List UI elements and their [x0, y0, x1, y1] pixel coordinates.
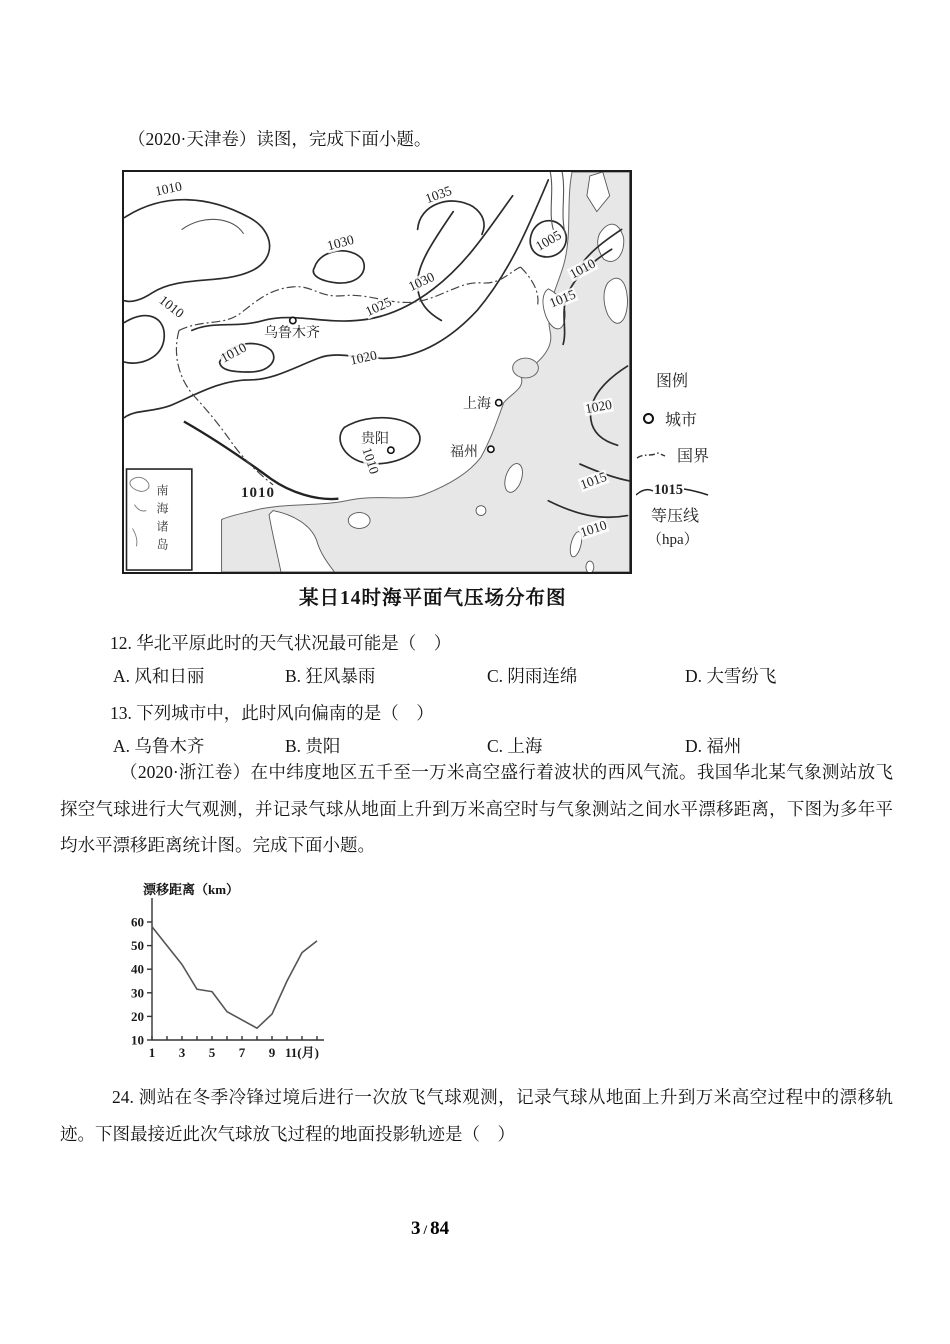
isobar-label: 1010	[217, 339, 249, 366]
intro-zhejiang-text: （2020·浙江卷）在中纬度地区五千至一万米高空盛行着波状的西风气流。我国华北某气象测站放飞探空气球进行大气观测，并记录气球从地面上升到万米高空时与气象测站之间水平漂移距离，下图为多年平均水平漂移距离统计图。完成下面小题。	[60, 762, 893, 855]
city-label-urumqi: 乌鲁木齐	[264, 326, 320, 341]
isobar-label: 1010	[156, 292, 187, 321]
legend-city-label: 城市	[665, 412, 698, 429]
legend-item-border	[636, 443, 756, 466]
svg-text:30: 30	[131, 985, 144, 1001]
isobar-label: 1005	[532, 227, 564, 254]
pressure-map-figure	[122, 170, 632, 574]
question-13-option-d: D. 福州	[685, 736, 742, 756]
svg-text:10: 10	[131, 1032, 144, 1048]
isobar-label: 1030	[405, 269, 437, 295]
question-12-option-a: A. 风和日丽	[113, 666, 205, 686]
legend-isobar-unit: （hpa）	[647, 532, 699, 548]
isobar-label: 1010	[578, 517, 609, 540]
city-label-shanghai: 上海	[463, 397, 491, 412]
isobar-label: 1020	[348, 347, 379, 368]
map-caption: 某日14时海平面气压场分布图	[299, 588, 567, 609]
legend-isobar-label: 等压线	[651, 508, 700, 525]
intro-tianjin-text: （2020·天津卷）读图，完成下面小题。	[128, 129, 432, 149]
svg-text:40: 40	[131, 961, 144, 977]
isobar-label: 1010	[153, 178, 184, 199]
legend-item-city	[636, 407, 756, 430]
city-marker-urumqi	[290, 317, 296, 323]
page-number	[0, 1218, 860, 1240]
city-label-fuzhou: 福州	[450, 445, 478, 460]
drift-chart-canvas	[110, 872, 360, 1072]
svg-text:60: 60	[131, 914, 144, 930]
question-12-option-b: B. 狂风暴雨	[285, 666, 376, 686]
city-symbol-icon	[643, 413, 654, 424]
isobar-label: 1015	[547, 286, 578, 311]
svg-text:1: 1	[148, 1045, 156, 1060]
chart-y-axis-label: 漂移距离（km）	[143, 882, 240, 897]
question-12-option-c: C. 阴雨连绵	[487, 666, 578, 686]
isobar-label: 1020	[583, 396, 614, 417]
legend-isobar-value: 1015	[654, 482, 683, 498]
isobar-label: 1010	[359, 445, 383, 476]
isobar-label: 1010	[241, 485, 275, 501]
city-marker-guiyang	[388, 447, 394, 453]
map-legend	[636, 368, 756, 549]
svg-text:9: 9	[268, 1045, 276, 1060]
page-current: 3	[410, 1218, 421, 1239]
question-24-stem: 24. 测站在冬季冷锋过境后进行一次放飞气球观测，记录气球从地面上升到万米高空过程中的漂移轨迹。下图最接近此次气球放飞过程的地面投影轨迹是（ ）	[60, 1087, 893, 1144]
svg-text:3: 3	[178, 1045, 186, 1060]
isobar-symbol-right-icon	[683, 485, 709, 497]
inset-label: 南海诸岛	[155, 484, 169, 556]
drift-distance-chart	[110, 872, 360, 1072]
isobar-symbol	[636, 482, 756, 499]
svg-text:20: 20	[131, 1008, 144, 1024]
page-separator: /	[423, 1222, 428, 1237]
question-12-stem: 12. 华北平原此时的天气状况最可能是（ ）	[110, 633, 452, 653]
question-13-stem: 13. 下列城市中，此时风向偏南的是（ ）	[110, 703, 434, 723]
svg-text:11(月): 11(月)	[285, 1045, 319, 1060]
question-13-option-c: C. 上海	[487, 736, 543, 756]
isobar-symbol-left-icon	[636, 485, 654, 497]
svg-text:7: 7	[238, 1045, 246, 1060]
city-label-guiyang: 贵阳	[361, 432, 389, 447]
legend-title: 图例	[656, 373, 689, 390]
isobar-label: 1030	[325, 231, 356, 254]
isobar-label: 1010	[566, 255, 598, 282]
city-marker-fuzhou	[488, 446, 494, 452]
isobar-label: 1015	[578, 468, 609, 493]
svg-text:5: 5	[208, 1045, 216, 1060]
border-symbol-icon	[636, 449, 666, 461]
svg-text:50: 50	[131, 938, 144, 954]
question-13-option-a: A. 乌鲁木齐	[113, 736, 205, 756]
city-marker-shanghai	[496, 400, 502, 406]
legend-border-label: 国界	[677, 448, 710, 465]
question-13-option-b: B. 贵阳	[285, 736, 341, 756]
page-total: 84	[430, 1218, 450, 1239]
isobar-label: 1035	[423, 182, 454, 207]
question-12-option-d: D. 大雪纷飞	[685, 666, 777, 686]
isobar-label: 1025	[362, 294, 394, 320]
legend-item-isobar	[636, 482, 756, 549]
